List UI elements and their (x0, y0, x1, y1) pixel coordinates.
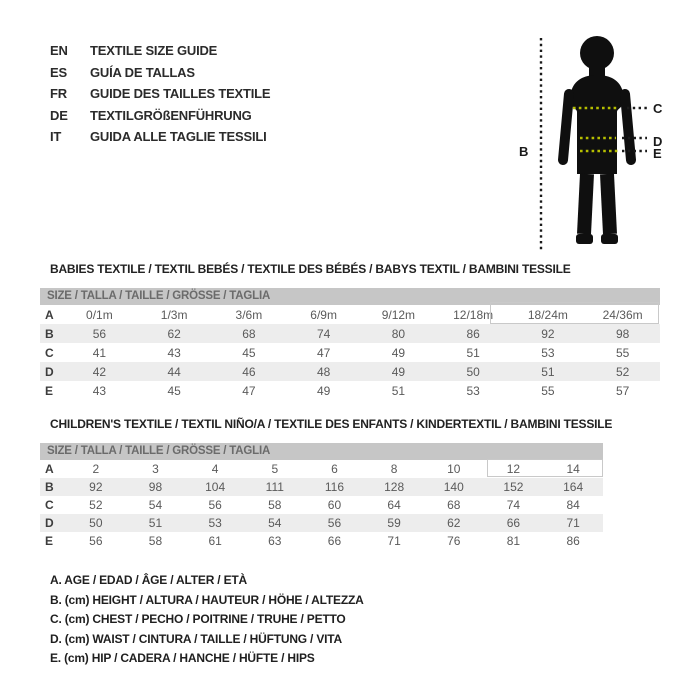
size-cell: 51 (541, 364, 555, 379)
size-cell: 44 (167, 364, 181, 379)
row-label: A (45, 462, 54, 476)
legend-item-waist: D. (cm) WAIST / CINTURA / TAILLE / HÜFTUNG / VITA (50, 631, 342, 646)
size-cell: 47 (316, 345, 331, 360)
size-cell: 86 (466, 326, 480, 341)
size-cell: 55 (615, 345, 630, 360)
size-cell: 68 (242, 326, 256, 341)
size-cell: 2 (92, 462, 100, 476)
size-cell: 48 (316, 364, 331, 379)
size-cell: 3 (152, 462, 159, 476)
size-cell: 74 (316, 326, 331, 341)
size-cell: 41 (92, 345, 107, 360)
size-cell: 56 (327, 516, 342, 530)
child-silhouette (563, 36, 631, 244)
size-cell: 49 (316, 383, 331, 398)
size-cell: 62 (167, 326, 181, 341)
size-cell: 52 (615, 364, 630, 379)
children-size-header-bar: SIZE / TALLA / TAILLE / GRÖSSE / TAGLIA (40, 443, 603, 460)
row-label: E (45, 534, 54, 548)
lang-title: GUÍA DE TALLAS (90, 64, 195, 80)
lang-code: FR (50, 86, 67, 101)
lang-row-it (50, 126, 270, 148)
size-cell: 12 (506, 462, 521, 476)
size-cell: 45 (242, 345, 256, 360)
legend-item-hip: E. (cm) HIP / CADERA / HANCHE / HÜFTE / HIPS (50, 651, 315, 665)
size-cell: 86 (566, 534, 580, 548)
size-cell: 45 (167, 383, 181, 398)
lang-row-en (50, 40, 270, 62)
lang-row-de (50, 105, 270, 127)
highlight-box-children-sizes (487, 459, 603, 477)
size-cell: 54 (148, 498, 163, 512)
figure-label-c: C (653, 101, 663, 116)
size-cell: 61 (208, 534, 222, 548)
size-cell: 51 (148, 516, 163, 530)
size-cell: 5 (271, 462, 279, 476)
size-cell: 42 (92, 364, 107, 379)
size-cell: 111 (265, 480, 284, 494)
size-cell: 76 (447, 534, 461, 548)
lang-code: ES (50, 64, 67, 80)
size-cell: 43 (167, 345, 181, 360)
measurement-legend (50, 571, 364, 669)
size-cell: 10 (447, 462, 461, 476)
size-cell: 8 (390, 462, 398, 476)
measurement-figure (505, 22, 675, 267)
size-cell: 18/24m (527, 307, 568, 322)
legend-item-chest: C. (cm) CHEST / PECHO / POITRINE / TRUHE / PETTO (50, 612, 346, 626)
lang-title: GUIDE DES TAILLES TEXTILE (90, 86, 271, 101)
row-label: B (45, 326, 54, 341)
lang-title: TEXTILE SIZE GUIDE (90, 43, 218, 58)
size-cell: 53 (208, 516, 222, 530)
size-cell: 58 (148, 534, 163, 548)
figure-label-d: D (653, 134, 663, 149)
size-cell: 104 (205, 480, 226, 494)
size-cell: 1/3m (160, 307, 188, 322)
size-cell: 74 (506, 498, 521, 512)
babies-section-title: BABIES TEXTILE / TEXTIL BEBÉS / TEXTILE DES BÉBÉS / BABYS TEXTIL / BAMBINI TESSILE (50, 262, 571, 276)
size-cell: 3/6m (235, 307, 263, 322)
size-cell: 98 (615, 326, 630, 341)
size-cell: 59 (387, 516, 401, 530)
row-label: D (45, 516, 54, 530)
size-cell: 92 (89, 480, 103, 494)
size-cell: 51 (391, 383, 406, 398)
table-row-d (40, 362, 660, 381)
table-row-b (40, 478, 603, 496)
lang-row-es (50, 62, 270, 84)
size-cell: 6 (331, 462, 338, 476)
size-cell: 58 (268, 498, 282, 512)
size-cell: 51 (466, 345, 480, 360)
size-cell: 140 (443, 480, 464, 494)
highlight-box-babies-sizes (490, 302, 659, 324)
row-label: E (45, 383, 54, 398)
size-cell: 116 (324, 480, 345, 494)
table-row-c (40, 496, 603, 514)
lang-code: DE (50, 107, 68, 123)
size-cell: 81 (506, 534, 521, 548)
size-cell: 6/9m (310, 307, 337, 322)
table-row-e (40, 532, 603, 550)
size-cell: 9/12m (381, 307, 416, 322)
size-cell: 50 (89, 516, 103, 530)
size-cell: 46 (242, 364, 256, 379)
size-cell: 164 (563, 480, 584, 494)
babies-size-table (40, 288, 660, 400)
size-cell: 0/1m (86, 307, 113, 322)
size-cell: 63 (268, 534, 282, 548)
size-cell: 66 (327, 534, 342, 548)
size-cell: 57 (615, 383, 630, 398)
children-section-title: CHILDREN'S TEXTILE / TEXTIL NIÑO/A / TEXTILE DES ENFANTS / KINDERTEXTIL / BAMBINI TESSILE (50, 417, 613, 431)
row-label: B (45, 480, 54, 494)
size-cell: 24/36m (602, 307, 643, 322)
size-cell: 92 (541, 326, 555, 341)
babies-size-header-bar: SIZE / TALLA / TAILLE / GRÖSSE / TAGLIA (40, 288, 660, 305)
table-row-c (40, 343, 660, 362)
size-cell: 64 (387, 498, 401, 512)
size-cell: 49 (391, 345, 406, 360)
size-cell: 56 (89, 534, 103, 548)
table-row-e (40, 381, 660, 400)
lang-row-fr (50, 83, 270, 105)
size-cell: 68 (447, 498, 461, 512)
size-cell: 80 (391, 326, 406, 341)
size-cell: 53 (466, 383, 480, 398)
lang-code: EN (50, 43, 68, 58)
row-label: C (45, 498, 54, 512)
size-cell: 60 (327, 498, 342, 512)
size-cell: 14 (566, 462, 580, 476)
size-cell: 52 (89, 498, 103, 512)
size-cell: 12/18m (453, 307, 494, 322)
figure-label-b: B (519, 144, 529, 159)
size-cell: 71 (387, 534, 401, 548)
row-label: D (45, 364, 54, 379)
size-cell: 4 (211, 462, 219, 476)
table-row-d (40, 514, 603, 532)
size-cell: 66 (506, 516, 521, 530)
size-cell: 50 (466, 364, 480, 379)
legend-item-age: A. AGE / EDAD / ÂGE / ALTER / ETÀ (50, 573, 247, 587)
size-cell: 54 (268, 516, 282, 530)
row-label: A (45, 307, 54, 322)
size-cell: 49 (391, 364, 406, 379)
figure-label-e: E (653, 146, 662, 161)
lang-title: TEXTILGRÖßENFÜHRUNG (90, 107, 252, 123)
size-cell: 71 (566, 516, 580, 530)
legend-item-height: B. (cm) HEIGHT / ALTURA / HAUTEUR / HÖHE / ALTEZZA (50, 592, 364, 607)
size-cell: 98 (148, 480, 163, 494)
table-row-b (40, 324, 660, 343)
size-cell: 128 (384, 480, 405, 494)
size-cell: 53 (541, 345, 555, 360)
lang-code: IT (50, 129, 62, 144)
language-title-list (50, 40, 270, 148)
size-cell: 43 (92, 383, 107, 398)
size-cell: 56 (208, 498, 222, 512)
child-silhouette-diagram (505, 22, 675, 267)
size-cell: 152 (503, 480, 524, 494)
size-cell: 62 (447, 516, 461, 530)
size-cell: 47 (242, 383, 256, 398)
children-size-table (40, 443, 603, 550)
size-cell: 56 (92, 326, 107, 341)
size-cell: 55 (541, 383, 555, 398)
row-label: C (45, 345, 54, 360)
lang-title: GUIDA ALLE TAGLIE TESSILI (90, 129, 267, 144)
size-cell: 84 (566, 498, 580, 512)
